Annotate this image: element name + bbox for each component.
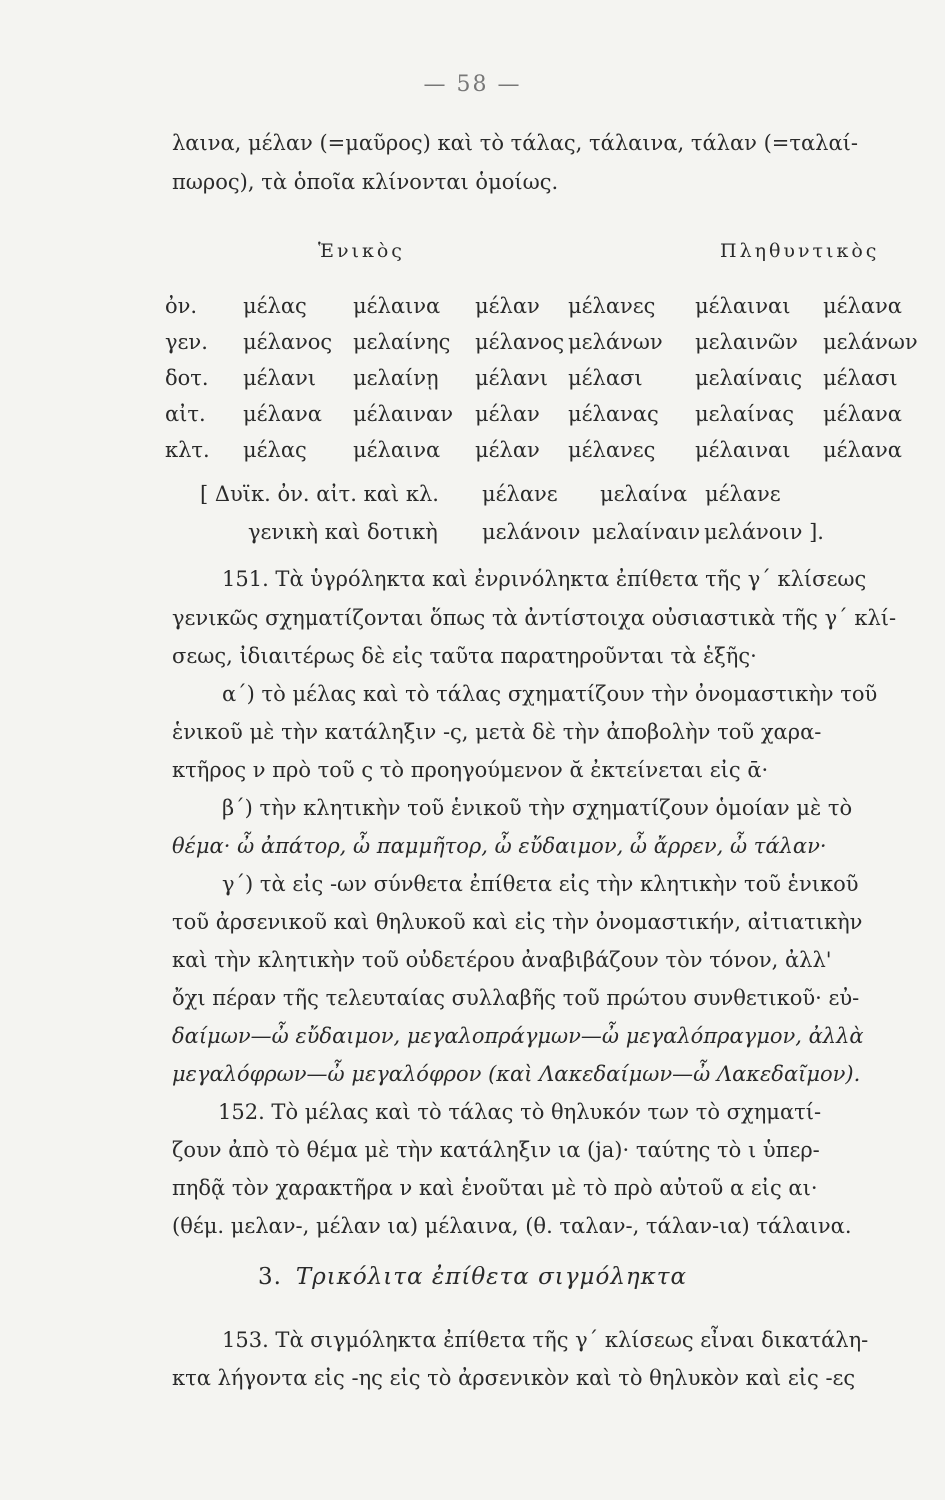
dual-form: μελάνοιν [482, 520, 581, 544]
para153-line: 153. Τὰ σιγμόληκτα ἐπίθετα τῆς γ΄ κλίσεως εἶναι δικατάλη- [222, 1328, 869, 1352]
declension-row [165, 432, 918, 468]
declension-form: μελαίνας [695, 402, 794, 426]
declension-form: μέλαιναν [353, 402, 453, 426]
declension-form: μέλασι [823, 366, 898, 390]
case-label: κλτ. [165, 438, 210, 462]
declension-form: μέλανα [823, 402, 902, 426]
para151-line: κτῆρος ν πρὸ τοῦ ς τὸ προηγούμενον ᾰ ἐκτείνεται εἰς ᾱ· [172, 758, 769, 782]
declension-form: μέλανα [243, 402, 322, 426]
declension-form: μελάνων [568, 330, 663, 354]
declension-form: μέλανος [243, 330, 333, 354]
para151-line: θέμα· ὦ ἀπάτορ, ὦ παμμῆτορ, ὦ εὔδαιμον, ὦ ἄρρεν, ὦ τάλαν· [172, 834, 827, 858]
declension-form: μέλαν [475, 402, 540, 426]
declension-row [165, 360, 918, 396]
case-label: δοτ. [165, 366, 209, 390]
declension-form: μέλανα [823, 294, 902, 318]
case-label: ὀν. [165, 294, 198, 318]
declension-form: μέλανες [568, 438, 656, 462]
declension-table [165, 288, 918, 468]
declension-form: μέλανας [568, 402, 659, 426]
declension-row [165, 396, 918, 432]
para151-line: ἑνικοῦ μὲ τὴν κατάληξιν -ς, μετὰ δὲ τὴν ἀποβολὴν τοῦ χαρα- [172, 720, 822, 744]
declension-form: μέλασι [568, 366, 643, 390]
declension-row [165, 288, 918, 324]
para151-line: τοῦ ἀρσενικοῦ καὶ θηλυκοῦ καὶ εἰς τὴν ὀνομαστικήν, αἰτιατικὴν [172, 910, 863, 934]
para152-line: 152. Τὸ μέλας καὶ τὸ τάλας τὸ θηλυκόν των τὸ σχηματί- [218, 1100, 822, 1124]
declension-form: μέλας [243, 294, 307, 318]
para152-line: πηδᾷ τὸν χαρακτῆρα ν καὶ ἑνοῦται μὲ τὸ πρὸ αὐτοῦ α εἰς αι· [172, 1176, 818, 1200]
intro-line-2: πωρος), τὰ ὁποῖα κλίνονται ὁμοίως. [172, 170, 559, 194]
page-number: — 58 — [423, 72, 522, 97]
para151-line: σεως, ἰδιαιτέρως δὲ εἰς ταῦτα παρατηροῦνται τὰ ἑξῆς· [172, 644, 757, 668]
para153-line: κτα λήγοντα εἰς -ης εἰς τὸ ἀρσενικὸν καὶ τὸ θηλυκὸν καὶ εἰς -ες [172, 1366, 856, 1390]
para151-line: α΄) τὸ μέλας καὶ τὸ τάλας σχηματίζουν τὴν ὀνομαστικὴν τοῦ [222, 682, 878, 706]
declension-form: μέλαιναι [695, 438, 791, 462]
case-label: αἰτ. [165, 402, 206, 426]
declension-form: μελαίνης [353, 330, 451, 354]
para151-line: μεγαλόφρων—ὦ μεγαλόφρον (καὶ Λακεδαίμων—ὦ Λακεδαῖμον). [172, 1062, 861, 1086]
para151-line: γενικῶς σχηματίζονται ὅπως τὰ ἀντίστοιχα οὐσιαστικὰ τῆς γ΄ κλί- [172, 606, 897, 630]
para151-line: δαίμων—ὦ εὔδαιμον, μεγαλοπράγμων—ὦ μεγαλόπραγμον, ἀλλὰ [172, 1024, 864, 1048]
declension-form: μελαίναις [695, 366, 803, 390]
declension-form: μέλας [243, 438, 307, 462]
declension-form: μέλανα [823, 438, 902, 462]
declension-form: μελάνων [823, 330, 918, 354]
declension-form: μέλαινα [353, 294, 441, 318]
dual-form: μελαίναιν [592, 520, 701, 544]
section-title [0, 1264, 945, 1290]
para152-line: ζουν ἀπὸ τὸ θέμα μὲ τὴν κατάληξιν ια (ja)· ταύτης τὸ ι ὑπερ- [172, 1138, 820, 1162]
plural-header: Πληθυντικὸς [720, 240, 880, 262]
dual-form: μελάνοιν ]. [704, 520, 824, 544]
section-number: 3. [257, 1264, 282, 1290]
dual-label-1: [ Δυϊκ. ὀν. αἰτ. καὶ κλ. [200, 482, 439, 506]
para151-line: γ΄) τὰ εἰς -ων σύνθετα ἐπίθετα εἰς τὴν κλητικὴν τοῦ ἑνικοῦ [222, 872, 859, 896]
para151-line: ὄχι πέραν τῆς τελευταίας συλλαβῆς τοῦ πρώτου συνθετικοῦ· εὐ- [172, 986, 860, 1010]
para151-line: καὶ τὴν κλητικὴν τοῦ οὐδετέρου ἀναβιβάζουν τὸν τόνον, ἀλλ' [172, 948, 832, 972]
declension-form: μέλανες [568, 294, 656, 318]
declension-form: μέλανι [475, 366, 549, 390]
singular-header: Ἑνικὸς [318, 240, 405, 262]
declension-form: μέλαινα [353, 438, 441, 462]
section-title-text: Τρικόλιτα ἐπίθετα σιγμόληκτα [295, 1264, 688, 1290]
declension-form: μέλανος [475, 330, 565, 354]
para151-line: β΄) τὴν κλητικὴν τοῦ ἑνικοῦ τὴν σχηματίζουν ὁμοίαν μὲ τὸ [222, 796, 853, 820]
intro-line-1: λαινα, μέλαν (=μαῦρος) καὶ τὸ τάλας, τάλαινα, τάλαν (=ταλαί- [172, 131, 858, 155]
declension-form: μέλαν [475, 294, 540, 318]
declension-form: μελαίνῃ [353, 366, 439, 390]
dual-form: μελαίνα [600, 482, 688, 506]
declension-form: μελαινῶν [695, 330, 798, 354]
declension-form: μέλανι [243, 366, 317, 390]
case-label: γεν. [165, 330, 208, 354]
dual-label-2: γενικὴ καὶ δοτικὴ [248, 520, 438, 544]
para152-line: (θέμ. μελαν-, μέλαν ια) μέλαινα, (θ. ταλαν-, τάλαν-ια) τάλαινα. [172, 1214, 852, 1238]
declension-form: μέλαιναι [695, 294, 791, 318]
para151-line: 151. Τὰ ὑγρόληκτα καὶ ἐνρινόληκτα ἐπίθετα τῆς γ΄ κλίσεως [222, 567, 867, 591]
dual-form: μέλανε [482, 482, 558, 506]
dual-form: μέλανε [705, 482, 781, 506]
declension-row [165, 324, 918, 360]
declension-form: μέλαν [475, 438, 540, 462]
